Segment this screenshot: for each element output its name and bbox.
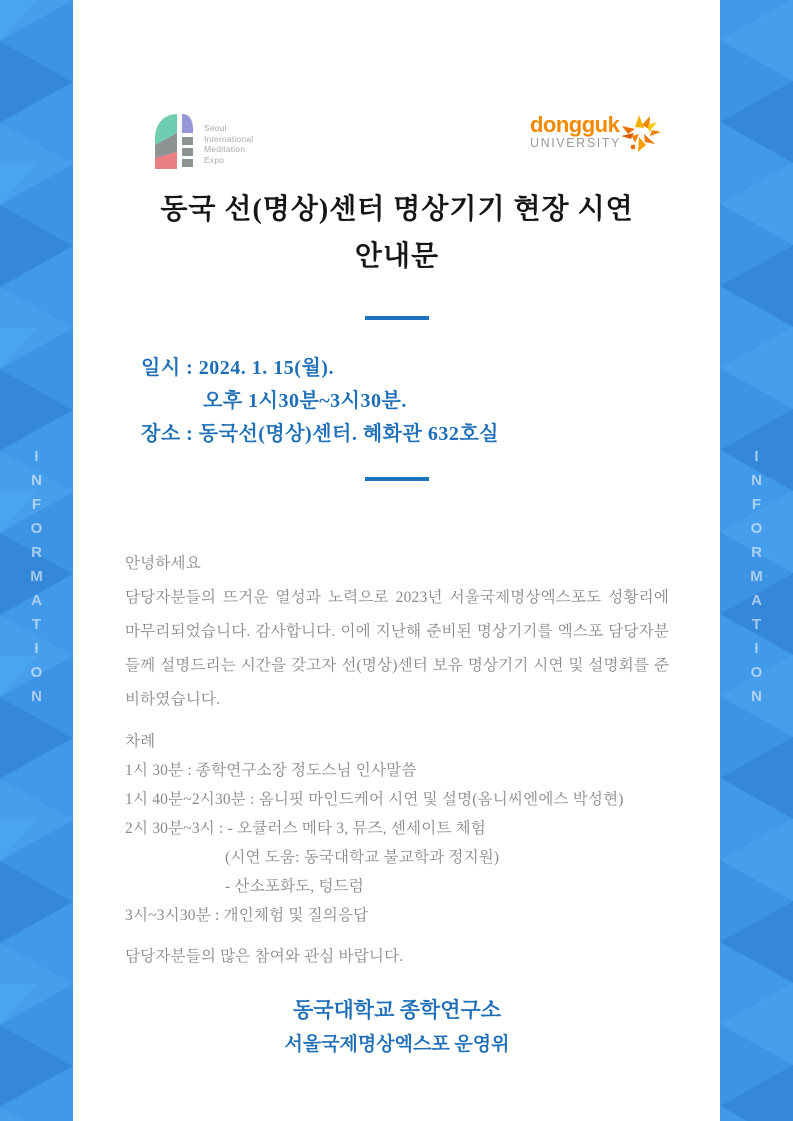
agenda-item-sub: (시연 도움: 동국대학교 불교학과 정지원) [225, 849, 500, 866]
left-band-label: INFORMATION [28, 448, 45, 712]
event-info-block [141, 352, 669, 451]
closing-line: 담당자분들의 많은 참여와 관심 바랍니다. [125, 948, 404, 965]
signature-block [125, 992, 669, 1062]
left-decor-band [0, 0, 73, 1121]
divider-top [365, 316, 429, 320]
seoul-meditation-expo-logo [153, 112, 253, 170]
logo-row [125, 0, 669, 170]
agenda-item-sub: - 산소포화도, 텅드럼 [225, 878, 364, 895]
greeting-block [125, 547, 669, 717]
right-decor-band [720, 0, 793, 1121]
signature-line-1: 동국대학교 종학연구소 [292, 998, 502, 1022]
dongguk-name: dongguk [529, 112, 620, 137]
seoul-meditation-expo-wordmark [204, 123, 253, 165]
agenda-block [125, 727, 669, 930]
event-time: 오후 1시30분~3시30분. [203, 390, 407, 412]
title-line-2: 안내문 [354, 241, 440, 272]
seoul-meditation-expo-icon [153, 112, 195, 170]
greeting-line: 안녕하세요 [125, 555, 201, 572]
sime-word-line: Seoul [204, 123, 227, 133]
agenda-item: 1시 30분 : 종학연구소장 정도스님 인사말씀 [125, 762, 417, 779]
agenda-item: 1시 40분~2시30분 : 옴니핏 마인드케어 시연 및 설명(옴니씨엔에스 박성현) [125, 791, 624, 808]
divider-bottom [365, 477, 429, 481]
title-line-1: 동국 선(명상)센터 명상기기 현장 시연 [160, 194, 634, 225]
right-band-label: INFORMATION [748, 448, 765, 712]
dongguk-university-logo [530, 114, 663, 156]
agenda-item: 3시~3시30분 : 개인체험 및 질의응답 [125, 907, 369, 924]
greeting-paragraph: 담당자분들의 뜨거운 열성과 노력으로 2023년 서울국제명상엑스포도 성황리에 마무리되었습니다. 감사합니다. 이에 지난해 준비된 명상기기를 엑스포 담당자분들께 설명드리는 시간을 갖고자 선(명상)센터 보유 명상기기 시연 및 설명회를 준비하였습니다. [125, 589, 669, 708]
sime-word-line: Expo [204, 154, 225, 165]
dongguk-wordmark [530, 114, 621, 150]
event-date: 일시 : 2024. 1. 15(월). [141, 357, 334, 379]
page-title [125, 186, 669, 280]
dongguk-subtitle: UNIVERSITY [529, 136, 621, 150]
content-area [73, 0, 721, 1121]
signature-line-2: 서울국제명상엑스포 운영위 [284, 1034, 510, 1055]
sime-word-line: International [204, 133, 254, 144]
agenda-heading: 차례 [125, 733, 156, 750]
sime-word-line: Meditation [204, 144, 246, 154]
agenda-item: 2시 30분~3시 : - 오큘러스 메타 3, 뮤즈, 센세이트 체험 [125, 820, 486, 837]
dongguk-lotus-icon [619, 112, 663, 156]
event-venue: 장소 : 동국선(명상)센터. 혜화관 632호실 [141, 423, 499, 445]
